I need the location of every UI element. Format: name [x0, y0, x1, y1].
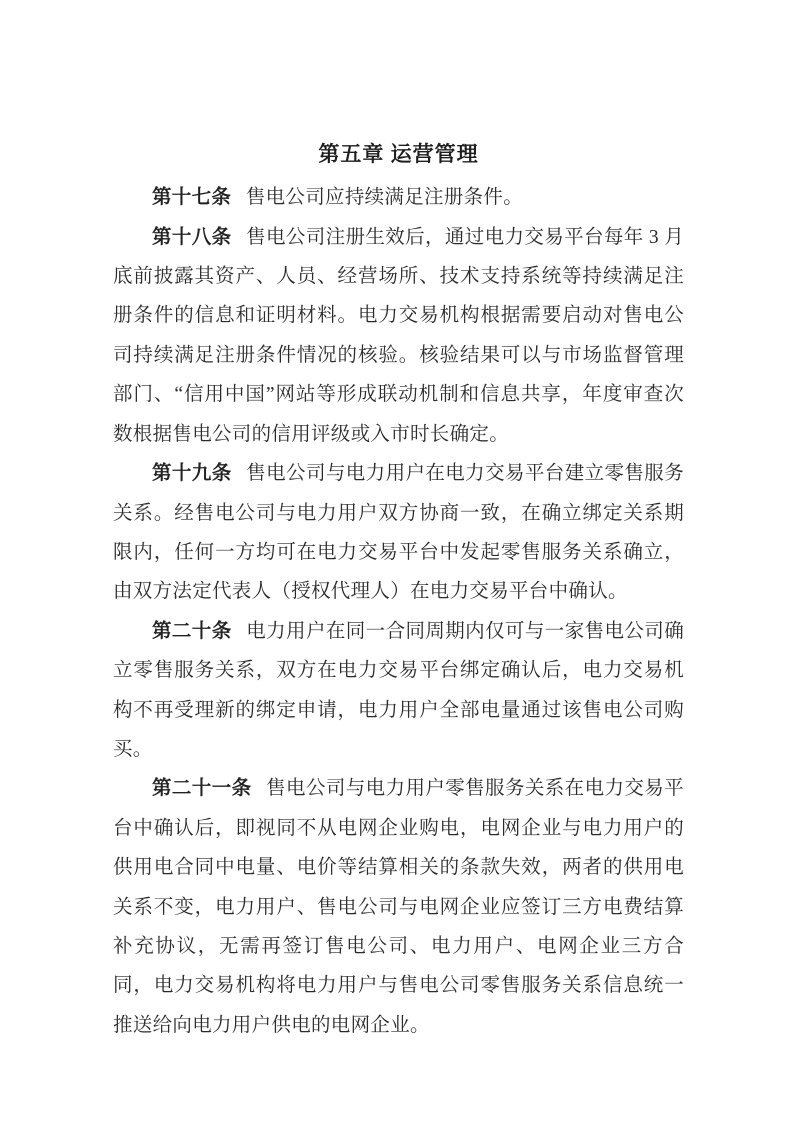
article-21	[113, 769, 684, 1045]
article-19	[113, 454, 684, 612]
article-17-text: 售电公司应持续满足注册条件。	[245, 187, 524, 209]
article-18-number: 第十八条	[152, 226, 232, 248]
article-17-number: 第十七条	[152, 187, 232, 209]
article-19-number: 第十九条	[152, 463, 232, 485]
article-18-text: 售电公司注册生效后，通过电力交易平台每年 3 月底前披露其资产、人员、经营场所、技术支持系统等持续满足注册条件的信息和证明材料。电力交易机构根据需要启动对售电公司持续满足注册条件情况的核验。核验结果可以与市场监督管理部门、“信用中国”网站等形成联动机制和信息共享，年度审查次数根据售电公司的信用评级或入市时长确定。	[113, 226, 685, 445]
article-18	[113, 218, 684, 454]
article-17	[113, 178, 684, 217]
article-20-text: 电力用户在同一合同周期内仅可与一家售电公司确立零售服务关系，双方在电力交易平台绑定确认后，电力交易机构不再受理新的绑定申请，电力用户全部电量通过该售电公司购买。	[113, 620, 685, 760]
article-21-text: 售电公司与电力用户零售服务关系在电力交易平台中确认后，即视同不从电网企业购电，电网企业与电力用户的供用电合同中电量、电价等结算相关的条款失效，两者的供用电关系不变，电力用户、售电公司与电网企业应签订三方电费结算补充协议，无需再签订售电公司、电力用户、电网企业三方合同，电力交易机构将电力用户与售电公司零售服务关系信息统一推送给向电力用户供电的电网企业。	[113, 778, 684, 1036]
chapter-title: 第五章 运营管理	[318, 142, 479, 166]
article-19-text: 售电公司与电力用户在电力交易平台建立零售服务关系。经售电公司与电力用户双方协商一致，在确立绑定关系期限内，任何一方均可在电力交易平台中发起零售服务关系确立，由双方法定代表人（授权代理人）在电力交易平台中确认。	[113, 463, 685, 603]
article-20	[113, 612, 684, 770]
article-20-number: 第二十条	[152, 620, 232, 642]
article-21-number: 第二十一条	[152, 778, 252, 800]
